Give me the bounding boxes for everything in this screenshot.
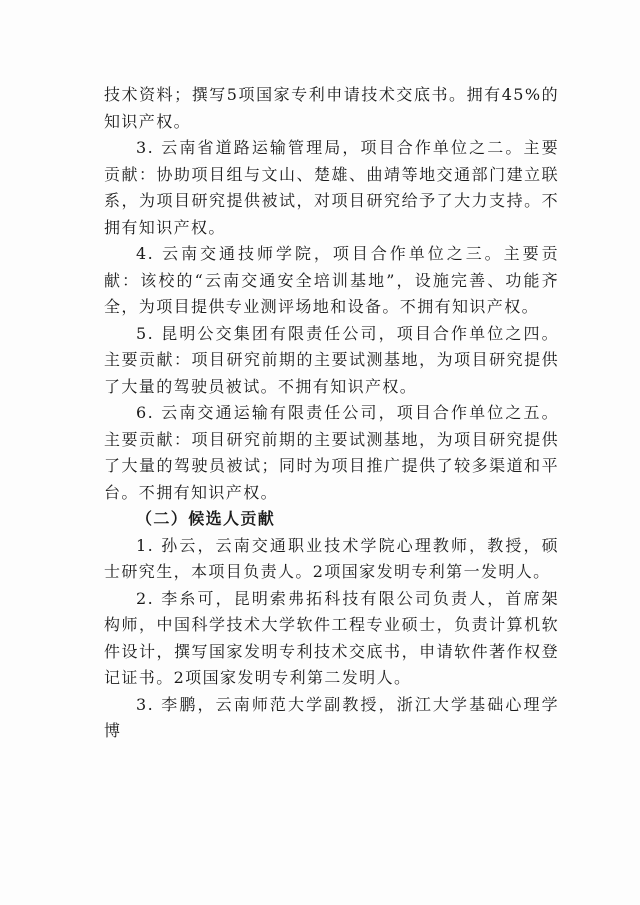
paragraph-partner-5: 6. 云南交通运输有限责任公司，项目合作单位之五。主要贡献：项目研究前期的主要试测基地，为项目研究提供了大量的驾驶员被试；同时为项目推广提供了较多渠道和平台。不拥有知识产权。	[104, 403, 559, 502]
paragraph-partner-2: 3. 云南省道路运输管理局，项目合作单位之二。主要贡献：协助项目组与文山、楚雄、曲靖等地交通部门建立联系，为项目研究提供被试，对项目研究给予了大力支持。不拥有知识产权。	[104, 138, 559, 237]
paragraph-candidate-2: 2. 李糸可，昆明索弗拓科技有限公司负责人，首席架构师，中国科学技术大学软件工程专业硕士，负责计算机软件设计，撰写国家发明专利技术交底书，申请软件著作权登记证书。2项国家发明专利第二发明人。	[104, 588, 559, 687]
paragraph-partner-3: 4. 云南交通技师学院，项目合作单位之三。主要贡献：该校的“云南交通安全培训基地”，设施完善、功能齐全，为项目提供专业测评场地和设备。不拥有知识产权。	[104, 244, 559, 316]
paragraph-candidate-1: 1. 孙云，云南交通职业技术学院心理教师，教授，硕士研究生，本项目负责人。2项国家发明专利第一发明人。	[104, 535, 559, 581]
section-heading: （二）候选人贡献	[136, 509, 276, 528]
document-body	[104, 82, 559, 745]
paragraph-continued: 技术资料；撰写5项国家专利申请技术交底书。拥有45%的知识产权。	[104, 85, 559, 131]
paragraph-partner-4: 5. 昆明公交集团有限责任公司，项目合作单位之四。主要贡献：项目研究前期的主要试测基地，为项目研究提供了大量的驾驶员被试。不拥有知识产权。	[104, 323, 559, 396]
paragraph-candidate-3: 3. 李鹏，云南师范大学副教授，浙江大学基础心理学博	[104, 694, 559, 740]
